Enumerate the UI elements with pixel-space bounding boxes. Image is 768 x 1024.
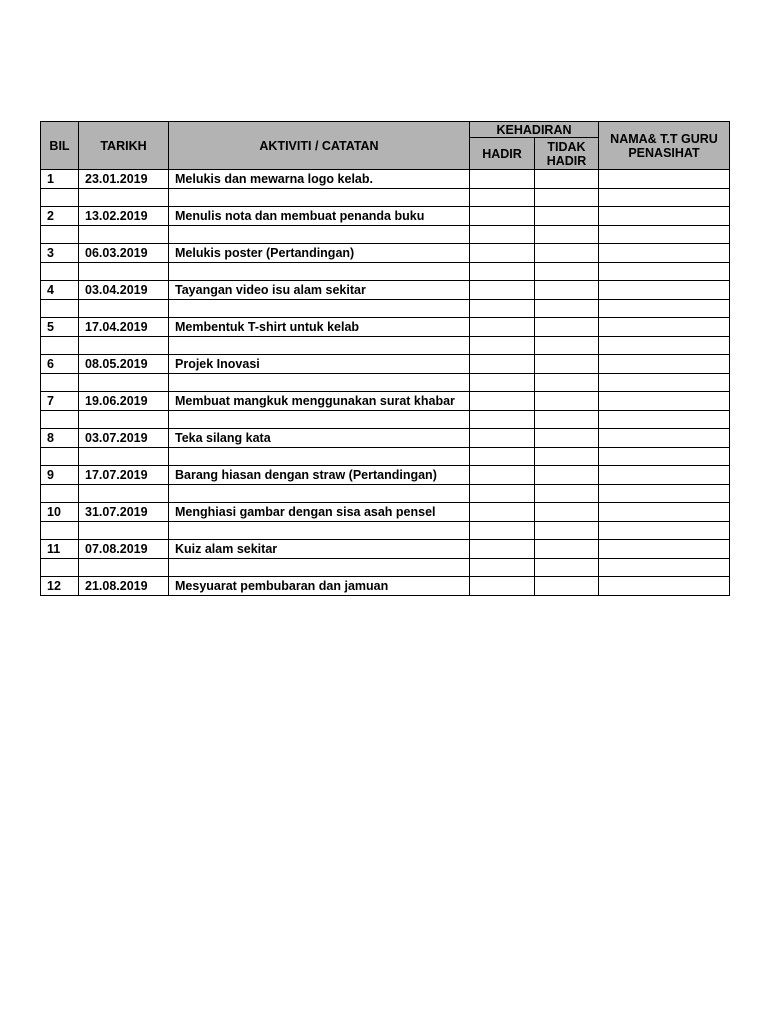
cell-tidak-hadir[interactable] [535,577,599,596]
empty-cell [41,188,79,207]
empty-cell [470,299,535,318]
cell-tidak-hadir[interactable] [535,540,599,559]
empty-cell [535,262,599,281]
cell-hadir[interactable] [470,503,535,522]
cell-hadir[interactable] [470,355,535,374]
cell-tidak-hadir[interactable] [535,244,599,263]
empty-cell [535,299,599,318]
empty-cell [470,447,535,466]
empty-cell [535,521,599,540]
cell-tidak-hadir[interactable] [535,170,599,189]
cell-hadir[interactable] [470,170,535,189]
empty-cell [535,373,599,392]
cell-aktiviti: Melukis dan mewarna logo kelab. [169,170,470,189]
cell-aktiviti: Membuat mangkuk menggunakan surat khabar [169,392,470,411]
empty-cell [599,299,730,318]
cell-bil: 5 [41,318,79,337]
cell-tarikh: 13.02.2019 [79,207,169,226]
cell-nama-guru[interactable] [599,207,730,226]
empty-cell [599,262,730,281]
empty-cell [79,521,169,540]
cell-tidak-hadir[interactable] [535,207,599,226]
empty-cell [535,188,599,207]
cell-bil: 8 [41,429,79,448]
empty-cell [41,262,79,281]
cell-hadir[interactable] [470,540,535,559]
table-row [41,540,730,559]
empty-cell [41,336,79,355]
empty-cell [470,225,535,244]
table-row [41,281,730,300]
cell-aktiviti: Mesyuarat pembubaran dan jamuan [169,577,470,596]
empty-cell [79,262,169,281]
cell-aktiviti: Projek Inovasi [169,355,470,374]
empty-cell [470,188,535,207]
empty-cell [169,521,470,540]
table-row [41,207,730,226]
empty-cell [599,484,730,503]
table-row [41,244,730,263]
table-row-spacer [41,262,730,281]
cell-hadir[interactable] [470,429,535,448]
cell-nama-guru[interactable] [599,318,730,337]
empty-cell [41,373,79,392]
cell-bil: 1 [41,170,79,189]
header-tidak-hadir: TIDAK HADIR [535,138,599,170]
cell-nama-guru[interactable] [599,503,730,522]
cell-aktiviti: Melukis poster (Pertandingan) [169,244,470,263]
empty-cell [169,558,470,577]
empty-cell [470,558,535,577]
cell-nama-guru[interactable] [599,392,730,411]
empty-cell [41,299,79,318]
empty-cell [79,558,169,577]
cell-nama-guru[interactable] [599,540,730,559]
cell-nama-guru[interactable] [599,429,730,448]
empty-cell [169,225,470,244]
cell-bil: 6 [41,355,79,374]
cell-bil: 12 [41,577,79,596]
cell-hadir[interactable] [470,207,535,226]
table-row-spacer [41,410,730,429]
cell-bil: 10 [41,503,79,522]
empty-cell [41,225,79,244]
empty-cell [169,299,470,318]
empty-cell [599,558,730,577]
table-row-spacer [41,373,730,392]
cell-bil: 2 [41,207,79,226]
cell-tarikh: 31.07.2019 [79,503,169,522]
empty-cell [169,410,470,429]
activity-table [40,121,730,596]
empty-cell [535,484,599,503]
cell-aktiviti: Kuiz alam sekitar [169,540,470,559]
empty-cell [599,447,730,466]
empty-cell [535,336,599,355]
empty-cell [599,410,730,429]
table-row-spacer [41,484,730,503]
cell-nama-guru[interactable] [599,355,730,374]
cell-hadir[interactable] [470,466,535,485]
empty-cell [470,521,535,540]
empty-cell [41,521,79,540]
cell-tarikh: 07.08.2019 [79,540,169,559]
table-row-spacer [41,299,730,318]
table-row-spacer [41,447,730,466]
empty-cell [535,225,599,244]
empty-cell [470,410,535,429]
cell-tidak-hadir[interactable] [535,466,599,485]
cell-aktiviti: Tayangan video isu alam sekitar [169,281,470,300]
cell-hadir[interactable] [470,392,535,411]
empty-cell [599,225,730,244]
table-row [41,429,730,448]
cell-tarikh: 06.03.2019 [79,244,169,263]
cell-tarikh: 03.04.2019 [79,281,169,300]
empty-cell [169,336,470,355]
cell-aktiviti: Menghiasi gambar dengan sisa asah pensel [169,503,470,522]
header-nama-guru: NAMA& T.T GURU PENASIHAT [599,122,730,170]
cell-tidak-hadir[interactable] [535,281,599,300]
empty-cell [79,336,169,355]
empty-cell [79,225,169,244]
empty-cell [470,262,535,281]
table-row-spacer [41,336,730,355]
empty-cell [535,410,599,429]
table-row [41,318,730,337]
cell-tarikh: 17.07.2019 [79,466,169,485]
header-aktiviti: AKTIVITI / CATATAN [169,122,470,170]
cell-bil: 3 [41,244,79,263]
header-bil: BIL [41,122,79,170]
empty-cell [599,521,730,540]
empty-cell [41,410,79,429]
empty-cell [169,188,470,207]
cell-tidak-hadir[interactable] [535,503,599,522]
cell-hadir[interactable] [470,318,535,337]
header-hadir: HADIR [470,138,535,170]
empty-cell [79,299,169,318]
cell-hadir[interactable] [470,281,535,300]
empty-cell [41,484,79,503]
table-row-spacer [41,521,730,540]
empty-cell [599,188,730,207]
table-row [41,466,730,485]
empty-cell [169,262,470,281]
header-kehadiran: KEHADIRAN [470,122,599,138]
cell-aktiviti: Barang hiasan dengan straw (Pertandingan) [169,466,470,485]
empty-cell [470,373,535,392]
cell-tidak-hadir[interactable] [535,392,599,411]
empty-cell [79,373,169,392]
table-row-spacer [41,558,730,577]
cell-tarikh: 03.07.2019 [79,429,169,448]
empty-cell [169,447,470,466]
cell-hadir[interactable] [470,577,535,596]
cell-nama-guru[interactable] [599,244,730,263]
cell-aktiviti: Membentuk T-shirt untuk kelab [169,318,470,337]
cell-tarikh: 21.08.2019 [79,577,169,596]
cell-nama-guru[interactable] [599,170,730,189]
empty-cell [599,373,730,392]
cell-aktiviti: Menulis nota dan membuat penanda buku [169,207,470,226]
cell-tarikh: 23.01.2019 [79,170,169,189]
empty-cell [79,484,169,503]
cell-tarikh: 19.06.2019 [79,392,169,411]
empty-cell [470,336,535,355]
cell-nama-guru[interactable] [599,281,730,300]
cell-bil: 9 [41,466,79,485]
cell-bil: 11 [41,540,79,559]
cell-aktiviti: Teka silang kata [169,429,470,448]
empty-cell [599,336,730,355]
cell-tarikh: 08.05.2019 [79,355,169,374]
empty-cell [41,558,79,577]
empty-cell [79,410,169,429]
cell-bil: 7 [41,392,79,411]
empty-cell [470,484,535,503]
empty-cell [169,484,470,503]
cell-tidak-hadir[interactable] [535,429,599,448]
table-row-spacer [41,225,730,244]
table-row [41,355,730,374]
cell-tidak-hadir[interactable] [535,355,599,374]
table-body [41,170,730,596]
header-tarikh: TARIKH [79,122,169,170]
cell-tarikh: 17.04.2019 [79,318,169,337]
cell-nama-guru[interactable] [599,466,730,485]
empty-cell [79,188,169,207]
table-row [41,503,730,522]
cell-hadir[interactable] [470,244,535,263]
cell-nama-guru[interactable] [599,577,730,596]
cell-tidak-hadir[interactable] [535,318,599,337]
empty-cell [41,447,79,466]
table-row [41,577,730,596]
empty-cell [79,447,169,466]
table-row [41,392,730,411]
empty-cell [535,447,599,466]
empty-cell [535,558,599,577]
empty-cell [169,373,470,392]
table-row [41,170,730,189]
table-row-spacer [41,188,730,207]
cell-bil: 4 [41,281,79,300]
